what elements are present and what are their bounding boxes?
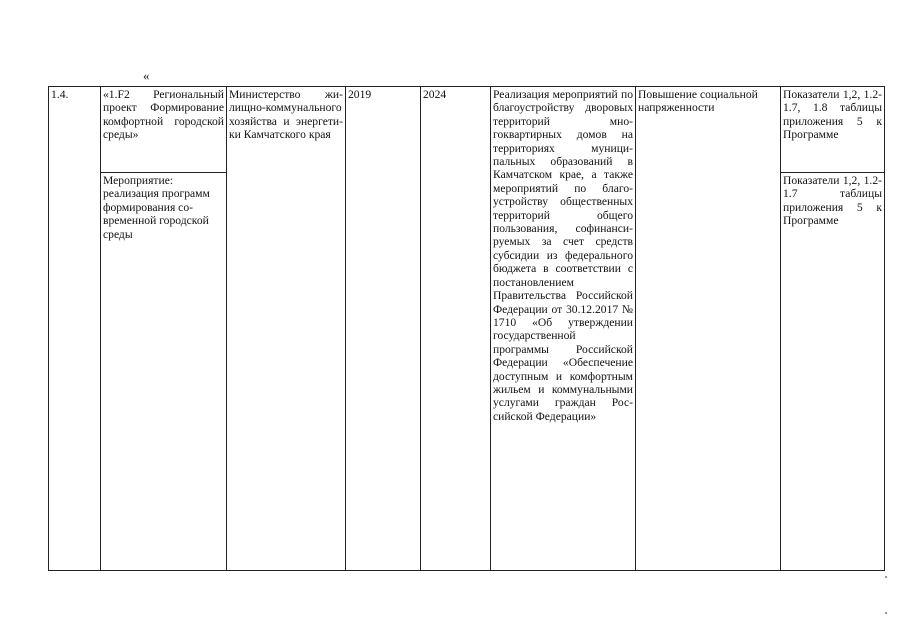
- start-year-cell: [346, 87, 421, 571]
- open-quote-mark: «: [143, 68, 150, 83]
- start-year: 2019: [348, 88, 372, 101]
- executor-cell: [227, 87, 346, 571]
- indicators-event-text: Показатели 1,2, 1.2-1.7 таблицы приложения 5 к Программе: [783, 174, 882, 228]
- event-text: Мероприятие: реализация программ формирования современной городской среды: [103, 174, 210, 241]
- end-year: 2024: [423, 88, 447, 101]
- description-text: Реализация мероприятий по благоустройству дворовых территорий многоквартирных домов на территориях муниципальных образований в Камчатском крае, а также мероприятий по благоустройству общественных территорий общего пользования, софинансируемых за счет средств субсидии из федерального бюджета в соответствии с постановлением Правительства Российской Федерации от 30.12.2017 № 1710 «Об утверждении государственной программы Российской Федерации «Обеспечение доступным и комфортным жильем и коммунальными услугами граждан Российской Федерации»: [493, 88, 633, 423]
- scan-speck: [885, 576, 887, 578]
- end-year-cell: [421, 87, 491, 571]
- description-cell: [491, 87, 636, 571]
- indicators-project-cell: [781, 87, 885, 173]
- program-table: [48, 86, 885, 571]
- indicators-project-text: Показатели 1,2, 1.2-1.7, 1.8 таблицы приложения 5 к Программе: [783, 88, 882, 142]
- result-text: Повышение социальной напряженности: [638, 88, 758, 115]
- event-cell: [101, 173, 227, 571]
- indicators-event-cell: [781, 173, 885, 571]
- scan-speck: [885, 612, 887, 614]
- result-cell: [636, 87, 781, 571]
- row-number: 1.4.: [51, 88, 69, 101]
- executor-text: Министерство жилищно-коммунального хозяйства и энергетики Камчатского края: [229, 88, 343, 142]
- row-number-cell: [49, 87, 101, 571]
- project-title: «1.F2 Региональный проект Формирование комфортной городской среды»: [103, 88, 224, 142]
- table-row-project: [49, 87, 885, 173]
- project-title-cell: [101, 87, 227, 173]
